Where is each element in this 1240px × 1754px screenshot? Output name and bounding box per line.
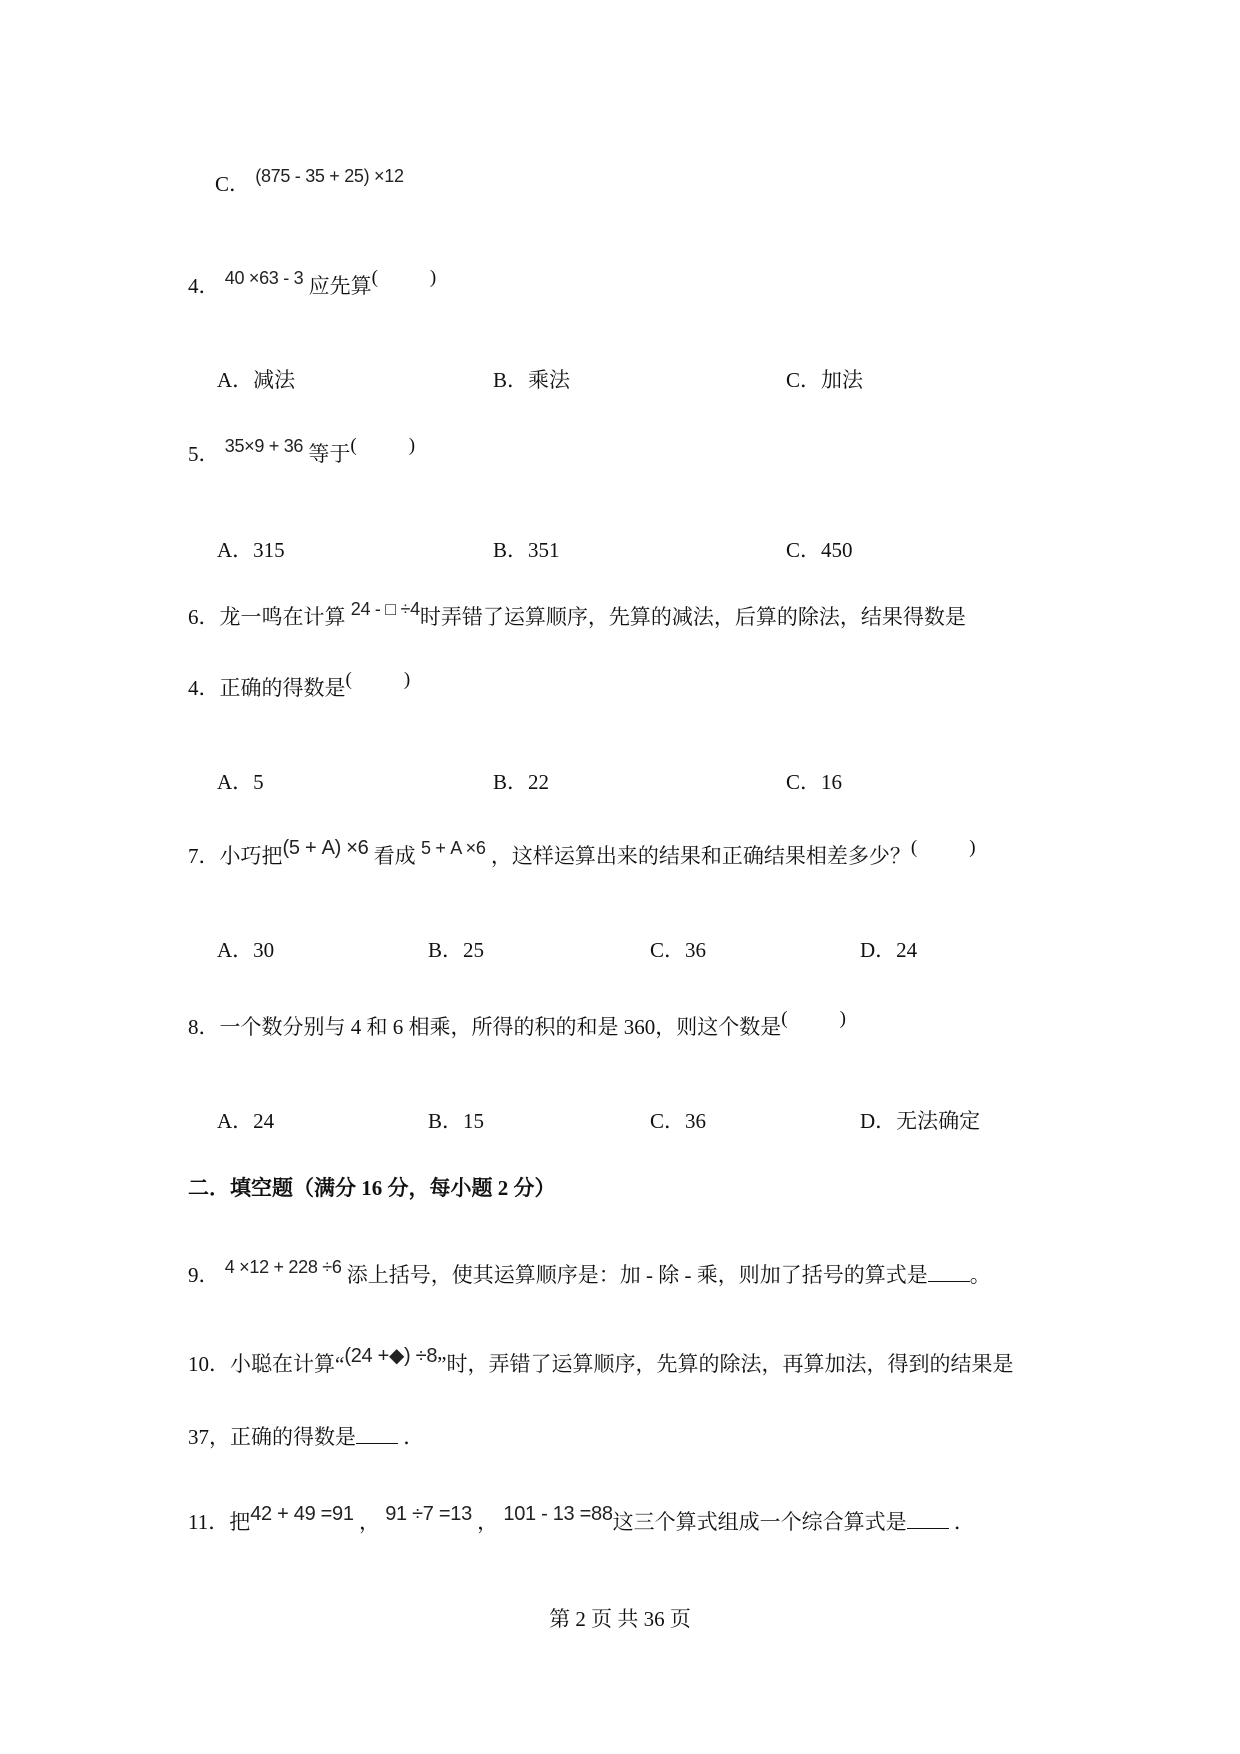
question-6 [188, 599, 966, 632]
answer-paren-open: ( [345, 669, 352, 690]
page-footer: 第 2 页 共 36 页 [549, 1607, 691, 1631]
section-heading-fill-in: 二．填空题（满分 16 分，每小题 2 分） [188, 1176, 556, 1200]
question-text: ，这样运算出来的结果和正确结果相差多少？ [490, 844, 911, 868]
answer-paren-open: ( [781, 1008, 788, 1029]
question-number: 10． [188, 1352, 230, 1376]
answer-paren-close: ) [839, 1008, 846, 1029]
math-expression: 4 ×12 + 228 ÷6 [224, 1257, 342, 1277]
question-text: 这三个算式组成一个综合算式是 [612, 1510, 907, 1534]
question-8 [188, 1008, 846, 1043]
q6-option-a[interactable]: A．5 [217, 770, 264, 794]
question-text: 小巧把 [219, 844, 283, 868]
question-text: 一个数分别与 4 和 6 相乘，所得的积的和是 360，则这个数是 [219, 1015, 782, 1039]
answer-blank[interactable] [928, 1261, 970, 1282]
answer-blank[interactable] [356, 1423, 398, 1444]
math-expression: 5 + A ×6 [420, 838, 486, 858]
question-text: 4．正确的得数是 [188, 676, 346, 700]
answer-paren-close: ) [429, 267, 437, 288]
q8-option-b[interactable]: B．15 [428, 1109, 485, 1133]
answer-paren-close: ) [403, 669, 411, 690]
math-expression: 35×9 + 36 [224, 436, 304, 456]
q5-option-a[interactable]: A．315 [217, 538, 285, 562]
math-expression: 101 - 13 =88 [503, 1503, 613, 1525]
question-number: 8． [188, 1015, 220, 1039]
question-number: 7． [188, 844, 220, 868]
question-number: 11． [188, 1510, 230, 1534]
question-text: 37，正确的得数是 [188, 1425, 356, 1449]
answer-blank[interactable] [907, 1508, 949, 1529]
question-number: 9． [188, 1263, 220, 1287]
answer-paren-open: ( [910, 837, 918, 858]
answer-paren-close: ) [969, 837, 976, 858]
question-text: 看成 [373, 844, 416, 868]
question-4 [188, 267, 437, 302]
end-punctuation: ． [403, 1425, 425, 1449]
question-7 [188, 837, 976, 872]
question-10 [188, 1345, 1014, 1379]
math-expression: (24 +◆) ÷8 [344, 1345, 438, 1367]
question-6-line2 [188, 669, 411, 704]
q8-option-a[interactable]: A．24 [217, 1109, 275, 1133]
question-9 [188, 1257, 991, 1290]
q7-option-c[interactable]: C．36 [650, 938, 707, 962]
math-expression: 24 - □ ÷4 [350, 599, 420, 619]
q3-option-c [215, 166, 404, 199]
q5-option-b[interactable]: B．351 [493, 538, 560, 562]
math-expression: (875 - 35 + 25) ×12 [255, 166, 404, 186]
end-punctuation: ． [953, 1510, 975, 1534]
answer-paren-open: ( [350, 435, 357, 456]
q6-option-b[interactable]: B．22 [493, 770, 550, 794]
question-11 [188, 1503, 975, 1537]
q7-option-a[interactable]: A．30 [217, 938, 275, 962]
question-5 [188, 435, 416, 470]
separator: ， [477, 1510, 499, 1534]
separator: ， [358, 1510, 380, 1534]
question-text: 等于 [308, 442, 351, 466]
q4-option-a[interactable]: A．减法 [217, 368, 296, 392]
math-expression: (5 + A) ×6 [282, 837, 369, 859]
q8-option-c[interactable]: C．36 [650, 1109, 707, 1133]
question-number: 6． [188, 605, 220, 629]
question-text: 添上括号，使其运算顺序是：加 - 除 - 乘，则加了括号的算式是 [346, 1263, 928, 1287]
math-expression: 42 + 49 =91 [250, 1503, 354, 1525]
answer-paren-open: ( [371, 267, 378, 288]
question-text: ”时，弄错了运算顺序，先算的除法，再算加法，得到的结果是 [437, 1352, 1014, 1376]
q7-option-d[interactable]: D．24 [860, 938, 918, 962]
question-text: 把 [229, 1510, 251, 1534]
option-label: C． [215, 172, 251, 196]
question-text: 小聪在计算“ [230, 1352, 345, 1376]
answer-paren-close: ) [408, 435, 416, 456]
q5-option-c[interactable]: C．450 [786, 538, 853, 562]
question-text: 时弄错了运算顺序，先算的减法，后算的除法，结果得数是 [419, 605, 966, 629]
math-expression: 91 ÷7 =13 [385, 1503, 472, 1525]
question-text: 龙一鸣在计算 [219, 605, 346, 629]
math-expression: 40 ×63 - 3 [224, 268, 304, 288]
q4-option-b[interactable]: B．乘法 [493, 368, 571, 392]
q8-option-d[interactable]: D．无法确定 [860, 1109, 981, 1133]
question-text: 应先算 [308, 274, 372, 298]
question-10-line2 [188, 1423, 424, 1451]
question-number: 4． [188, 274, 220, 298]
q4-option-c[interactable]: C．加法 [786, 368, 864, 392]
end-punctuation: 。 [969, 1263, 991, 1287]
question-number: 5． [188, 442, 220, 466]
q7-option-b[interactable]: B．25 [428, 938, 485, 962]
q6-option-c[interactable]: C．16 [786, 770, 843, 794]
